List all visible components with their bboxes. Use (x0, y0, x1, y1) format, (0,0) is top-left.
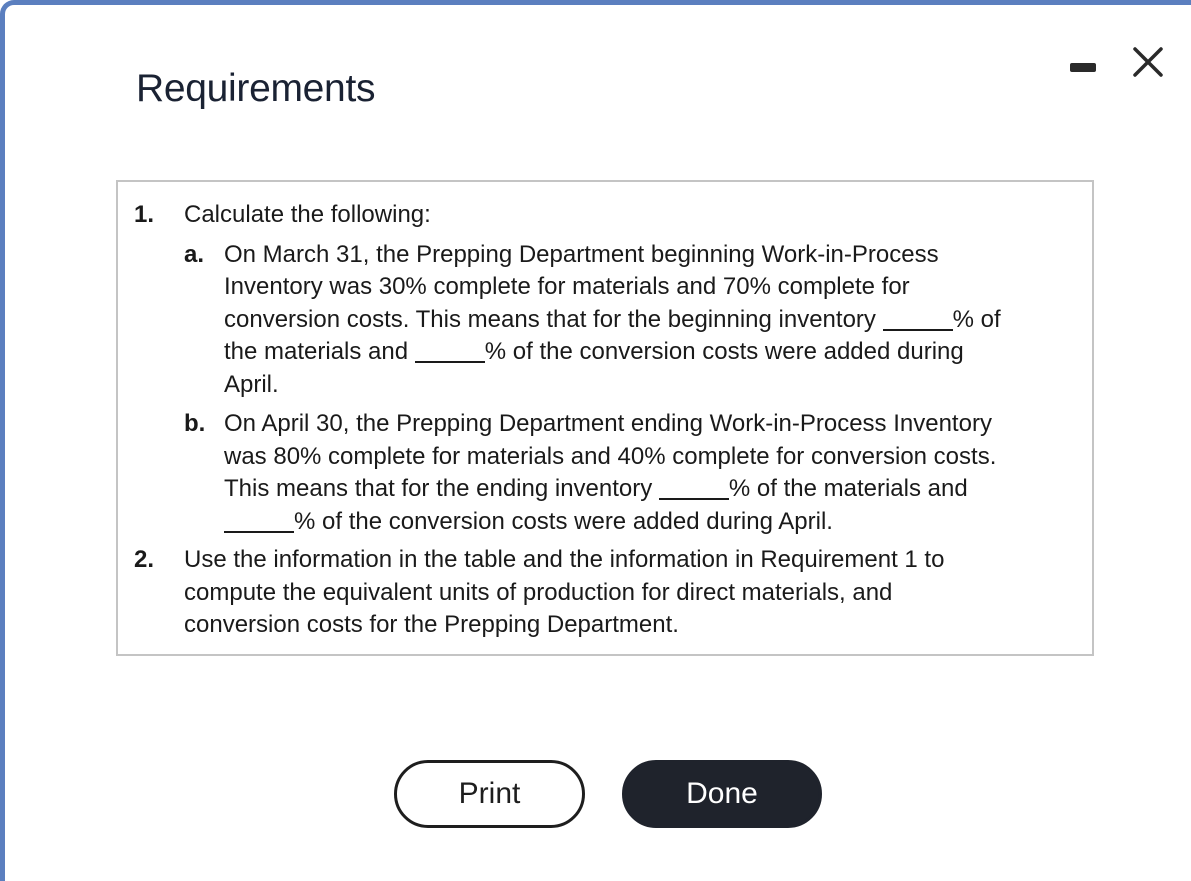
requirement-1 (134, 199, 1080, 232)
requirements-panel (116, 180, 1094, 656)
requirement-2-text: Use the information in the table and the information in Requirement 1 to compute the equivalent units of production for direct materials, and conversion costs for the Prepping Department. (184, 546, 945, 638)
blank-1a-conversion (415, 337, 485, 363)
requirement-1a-letter: a. (184, 240, 205, 268)
requirement-1b-text (224, 408, 1014, 538)
requirement-1-text: Calculate the following: (184, 201, 431, 228)
requirement-1b-letter: b. (184, 410, 206, 437)
blank-1b-conversion (224, 507, 294, 533)
requirement-1b (184, 408, 1014, 538)
requirement-1b-text-part2: % of the materials and (728, 475, 968, 502)
requirement-1a-text-part1: On March 31, the Prepping Department beginning Work-in-Process Inventory was 30% complete for materials and 70% complete for conversion costs. This means that for the beginning inventory (224, 240, 939, 333)
requirement-1a (184, 239, 1014, 402)
done-button[interactable]: Done (622, 760, 822, 828)
close-icon[interactable] (1127, 41, 1169, 83)
requirement-1a-text (224, 239, 1014, 402)
requirement-1-number: 1. (134, 201, 155, 228)
requirement-2 (134, 544, 1080, 642)
blank-1a-materials (883, 305, 953, 331)
requirement-1b-text-part3: % of the conversion costs were added during April. (294, 507, 833, 535)
minimize-icon[interactable] (1070, 63, 1096, 72)
dialog-title: Requirements (136, 67, 376, 110)
requirement-1a-text-part2: % of the materials and (224, 305, 1001, 365)
requirement-2-number: 2. (134, 546, 155, 573)
requirement-1b-text-part1: On April 30, the Prepping Department ending Work-in-Process Inventory was 80% complete for materials and 40% complete for conversion costs. This means that for the ending inventory (224, 410, 997, 502)
requirement-1a-text-part3: % of the conversion costs were added during April. (224, 338, 964, 398)
blank-1b-materials (659, 474, 729, 500)
print-button[interactable]: Print (394, 760, 585, 828)
